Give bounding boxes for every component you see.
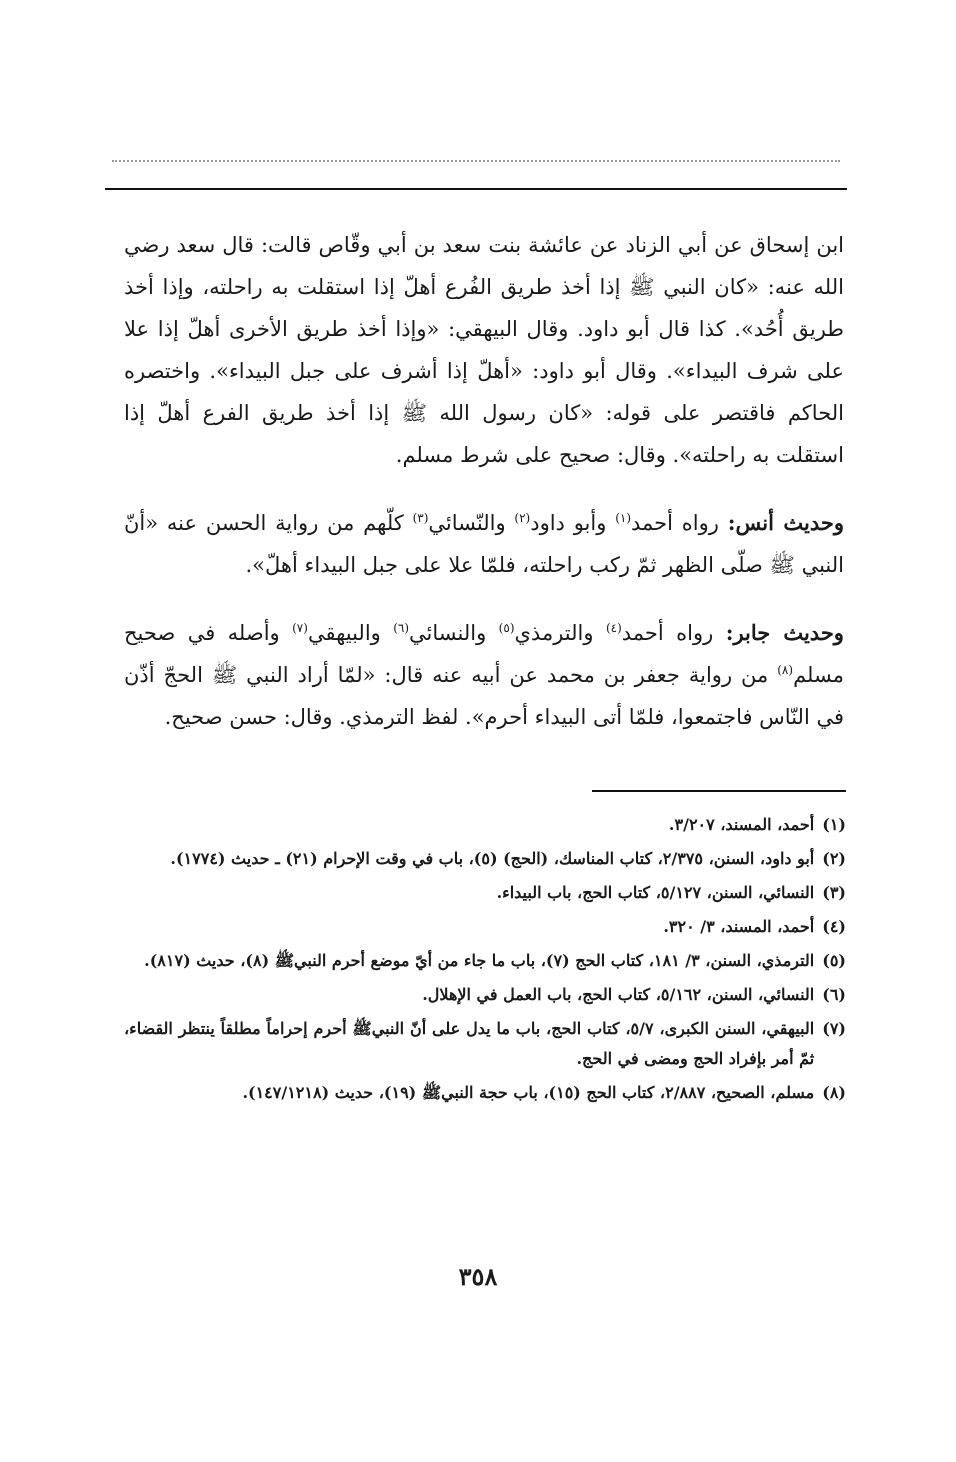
- footnote-text: مسلم، الصحيح، ٢/٨٨٧، كتاب الحج (١٥)، باب حجة النبيﷺ (١٩)، حديث (١٤٧/١٢١٨).: [242, 1083, 815, 1102]
- footnote-number: (١): [822, 815, 846, 834]
- paragraph-jabir: [124, 612, 844, 738]
- text-span: وأبو داود: [530, 511, 607, 535]
- footnote-text: أحمد، المسند، ٣/٢٠٧.: [668, 815, 815, 834]
- footnote-separator: [592, 790, 846, 792]
- footnote-ref: (١): [615, 511, 632, 525]
- footnote-number: (٤): [822, 917, 846, 936]
- footnote-ref: (٦): [393, 621, 410, 635]
- footnote-number: (٥): [822, 951, 846, 970]
- text-span: رواه أحمد: [631, 511, 719, 535]
- footnote-7: [124, 1014, 846, 1074]
- text-line: ابن إسحاق عن أبي الزناد عن عائشة بنت سعد بن أبي وقّاص قالت: قال سعد رضي: [124, 233, 844, 257]
- text-span: والنسائي: [409, 621, 487, 645]
- footnote-ref: (٤): [605, 621, 622, 635]
- main-text: [124, 224, 844, 764]
- footnote-number: (٧): [822, 1019, 846, 1038]
- text-span: كلّهم من رواية الحسن عنه «أنّ النبي ﷺ صلّى الظهر ثمّ ركب راحلته، فلمّا علا على جبل البيداء أهلّ».: [124, 511, 844, 577]
- text-span: وأصله في صحيح مسلم: [124, 621, 844, 687]
- footnote-text: النسائي، السنن، ٥/١٦٢، كتاب الحج، باب العمل في الإهلال.: [422, 985, 815, 1004]
- footnote-text: أبو داود، السنن، ٢/٣٧٥، كتاب المناسك، (الحج) (٥)، باب في وقت الإحرام (٢١) ـ حديث (١٧٧٤).: [170, 849, 815, 868]
- footnote-2: [124, 844, 846, 874]
- text-span: والبيهقي: [307, 621, 381, 645]
- header-dotted-line: [112, 160, 840, 162]
- text-line: الله عنه: «كان النبي ﷺ إذا أخذ طريق الفُرع أهلّ إذا استقلت به راحلته، وإذا أخذ: [124, 275, 844, 299]
- text-line: على شرف البيداء». وقال أبو داود: «أهلّ إذا أشرف على جبل البيداء». واختصره: [124, 359, 844, 383]
- footnote-ref: (٧): [292, 621, 308, 635]
- footnote-1: [124, 810, 846, 840]
- text-line: راحلته». وقال: صحيح على شرط مسلم.: [395, 443, 746, 467]
- hadith-anas-label: وحديث أنس:: [727, 510, 844, 535]
- footnotes: [124, 810, 846, 1112]
- text-line: طريق أُحُد». كذا قال أبو داود. وقال البيهقي: «وإذا أخذ طريق الأخرى أهلّ إذا علا: [124, 317, 844, 341]
- text-span: والترمذي: [514, 621, 594, 645]
- header-rule: [105, 188, 847, 190]
- footnote-number: (٣): [822, 883, 846, 902]
- footnote-number: (٢): [822, 849, 846, 868]
- footnote-3: [124, 878, 846, 908]
- footnote-ref: (٨): [777, 663, 794, 677]
- footnote-text: البيهقي، السنن الكبرى، ٥/٧، كتاب الحج، باب ما يدل على أنّ النبيﷺ أحرم إحراماً مطلقاً ينتظر القضاء، ثمّ أمر بإفراد الحج ومضى في الحج.: [124, 1019, 815, 1068]
- footnote-number: (٨): [822, 1083, 846, 1102]
- footnote-6: [124, 980, 846, 1010]
- hadith-jabir-label: وحديث جابر:: [725, 620, 844, 645]
- footnote-text: أحمد، المسند، ٣/ ٣٢٠.: [663, 917, 815, 936]
- page-number: ٣٥٨: [458, 1262, 498, 1291]
- paragraph-isnad: [124, 224, 844, 476]
- footnote-number: (٦): [822, 985, 846, 1004]
- text-span: من رواية جعفر بن محمد عن أبيه عنه قال: «لمّا أراد النبي ﷺ الحجّ أذّن في النّاس فاجتمعوا، فلمّا أتى البيداء أحرم». لفظ الترمذي. وقال: حسن صحيح.: [124, 663, 844, 729]
- text-line: الحاكم فاقتصر على قوله: «كان رسول الله ﷺ إذا أخذ طريق الفرع أهلّ إذا استقلت به: [124, 401, 844, 467]
- footnote-4: [124, 912, 846, 942]
- footnote-text: النسائي، السنن، ٥/١٢٧، كتاب الحج، باب البيداء.: [496, 883, 815, 902]
- paragraph-anas: [124, 502, 844, 586]
- footnote-ref: (٣): [412, 511, 429, 525]
- footnote-ref: (٥): [498, 621, 515, 635]
- footnote-5: [124, 946, 846, 976]
- footnote-ref: (٢): [514, 511, 531, 525]
- text-span: والنّسائي: [428, 511, 506, 535]
- text-span: رواه أحمد: [621, 621, 714, 645]
- footnote-text: الترمذي، السنن، ٣/ ١٨١، كتاب الحج (٧)، باب ما جاء من أيّ موضع أحرم النبيﷺ (٨)، حديث (٨١٧).: [144, 951, 815, 970]
- footnote-8: [124, 1078, 846, 1108]
